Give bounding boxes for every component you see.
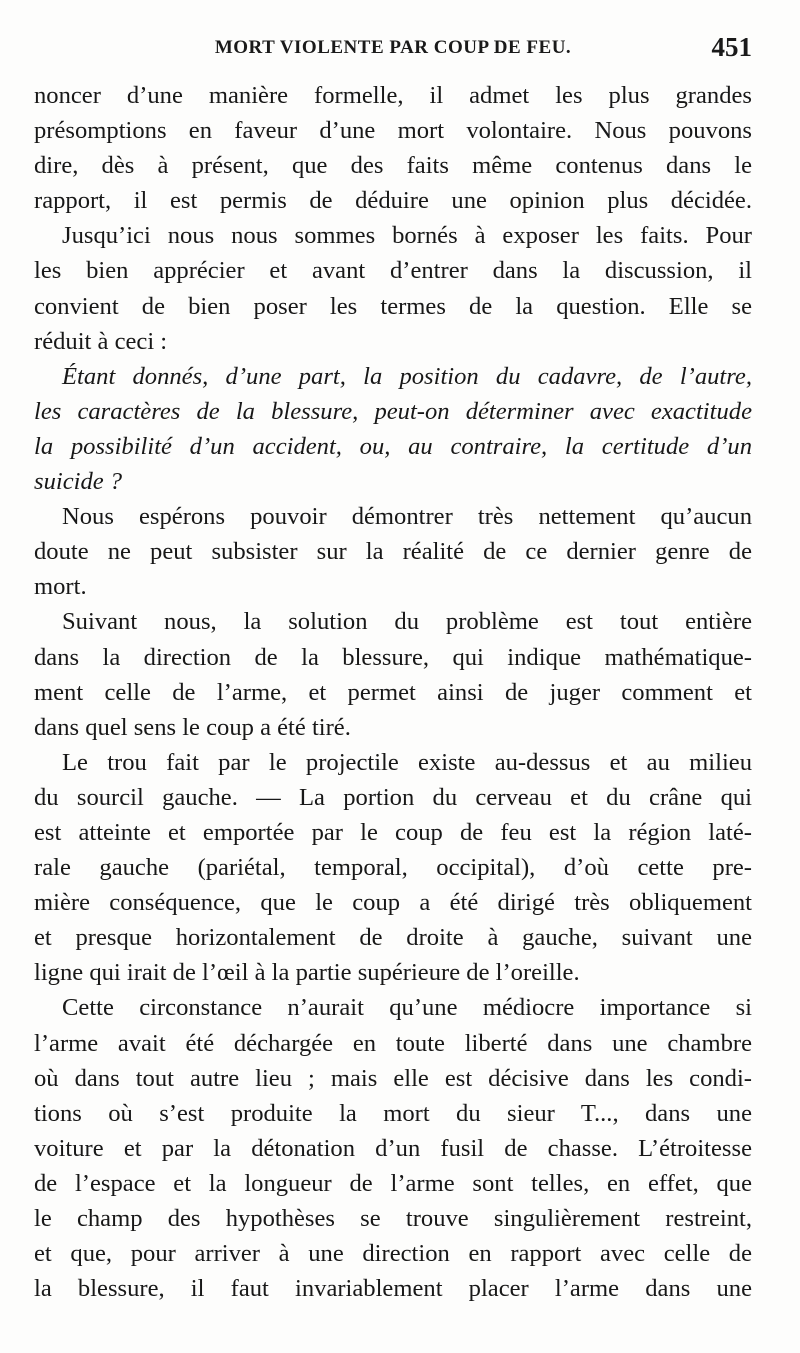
text-line: les caractères de la blessure, peut-on déterminer avec exactitude — [34, 397, 752, 425]
text-line: et que, pour arriver à une direction en rapport avec celle de — [34, 1240, 752, 1268]
text-line: ment celle de l’arme, et permet ainsi de juger comment et — [34, 678, 752, 706]
text-line: rapport, il est permis de déduire une opinion plus décidée. — [34, 187, 752, 215]
text-line: doute ne peut subsister sur la réalité de ce dernier genre de — [34, 538, 752, 566]
text-line: dans quel sens le coup a été tiré. — [34, 713, 351, 741]
text-line: voiture et par la détonation d’un fusil de chasse. L’étroitesse — [34, 1134, 752, 1162]
text-line: Cette circonstance n’aurait qu’une médiocre importance si — [62, 994, 752, 1022]
text-line: dire, dès à présent, que des faits même contenus dans le — [34, 152, 752, 180]
text-line: mort. — [34, 573, 87, 601]
text-line: de l’espace et la longueur de l’arme sont telles, en effet, que — [34, 1169, 752, 1197]
text-line: suicide ? — [34, 468, 123, 496]
text-line: le champ des hypothèses se trouve singulièrement restreint, — [34, 1205, 752, 1232]
text-line: et presque horizontalement de droite à gauche, suivant une — [34, 924, 752, 952]
text-line: où dans tout autre lieu ; mais elle est décisive dans les condi- — [34, 1064, 752, 1092]
text-line: ligne qui irait de l’œil à la partie supérieure de l’oreille. — [34, 959, 580, 987]
text-line: Jusqu’ici nous nous sommes bornés à exposer les faits. Pour — [62, 222, 752, 250]
running-title: MORT VIOLENTE PAR COUP DE FEU. — [214, 37, 572, 58]
text-line: l’arme avait été déchargée en toute liberté dans une chambre — [34, 1029, 752, 1057]
page-header — [34, 30, 752, 66]
text-line: Nous espérons pouvoir démontrer très nettement qu’aucun — [62, 503, 752, 531]
text-line: rale gauche (pariétal, temporal, occipital), d’où cette pre- — [34, 854, 752, 882]
text-line: dans la direction de la blessure, qui indique mathématique- — [34, 643, 752, 671]
text-line: Suivant nous, la solution du problème est tout entière — [62, 608, 752, 636]
text-line: est atteinte et emportée par le coup de feu est la région laté- — [34, 818, 752, 846]
text-line: convient de bien poser les termes de la question. Elle se — [34, 292, 752, 320]
page-number: 451 — [711, 32, 752, 62]
text-line: noncer d’une manière formelle, il admet les plus grandes — [34, 82, 752, 109]
text-line: du sourcil gauche. — La portion du cerveau et du crâne qui — [34, 783, 752, 811]
text-line: les bien apprécier et avant d’entrer dans la discussion, il — [34, 257, 752, 285]
text-line: réduit à ceci : — [34, 327, 168, 355]
text-line: présomptions en faveur d’une mort volontaire. Nous pouvons — [34, 117, 752, 145]
page-body-text — [34, 78, 752, 1306]
text-line: mière conséquence, que le coup a été dirigé très obliquement — [34, 889, 752, 917]
text-line: Le trou fait par le projectile existe au-dessus et au milieu — [62, 748, 752, 776]
text-line: Étant donnés, d’une part, la position du cadavre, de l’autre, — [62, 362, 752, 390]
text-line: la possibilité d’un accident, ou, au contraire, la certitude d’un — [34, 432, 752, 460]
text-line: la blessure, il faut invariablement placer l’arme dans une — [34, 1275, 752, 1303]
text-line: tions où s’est produite la mort du sieur T..., dans une — [34, 1099, 752, 1127]
